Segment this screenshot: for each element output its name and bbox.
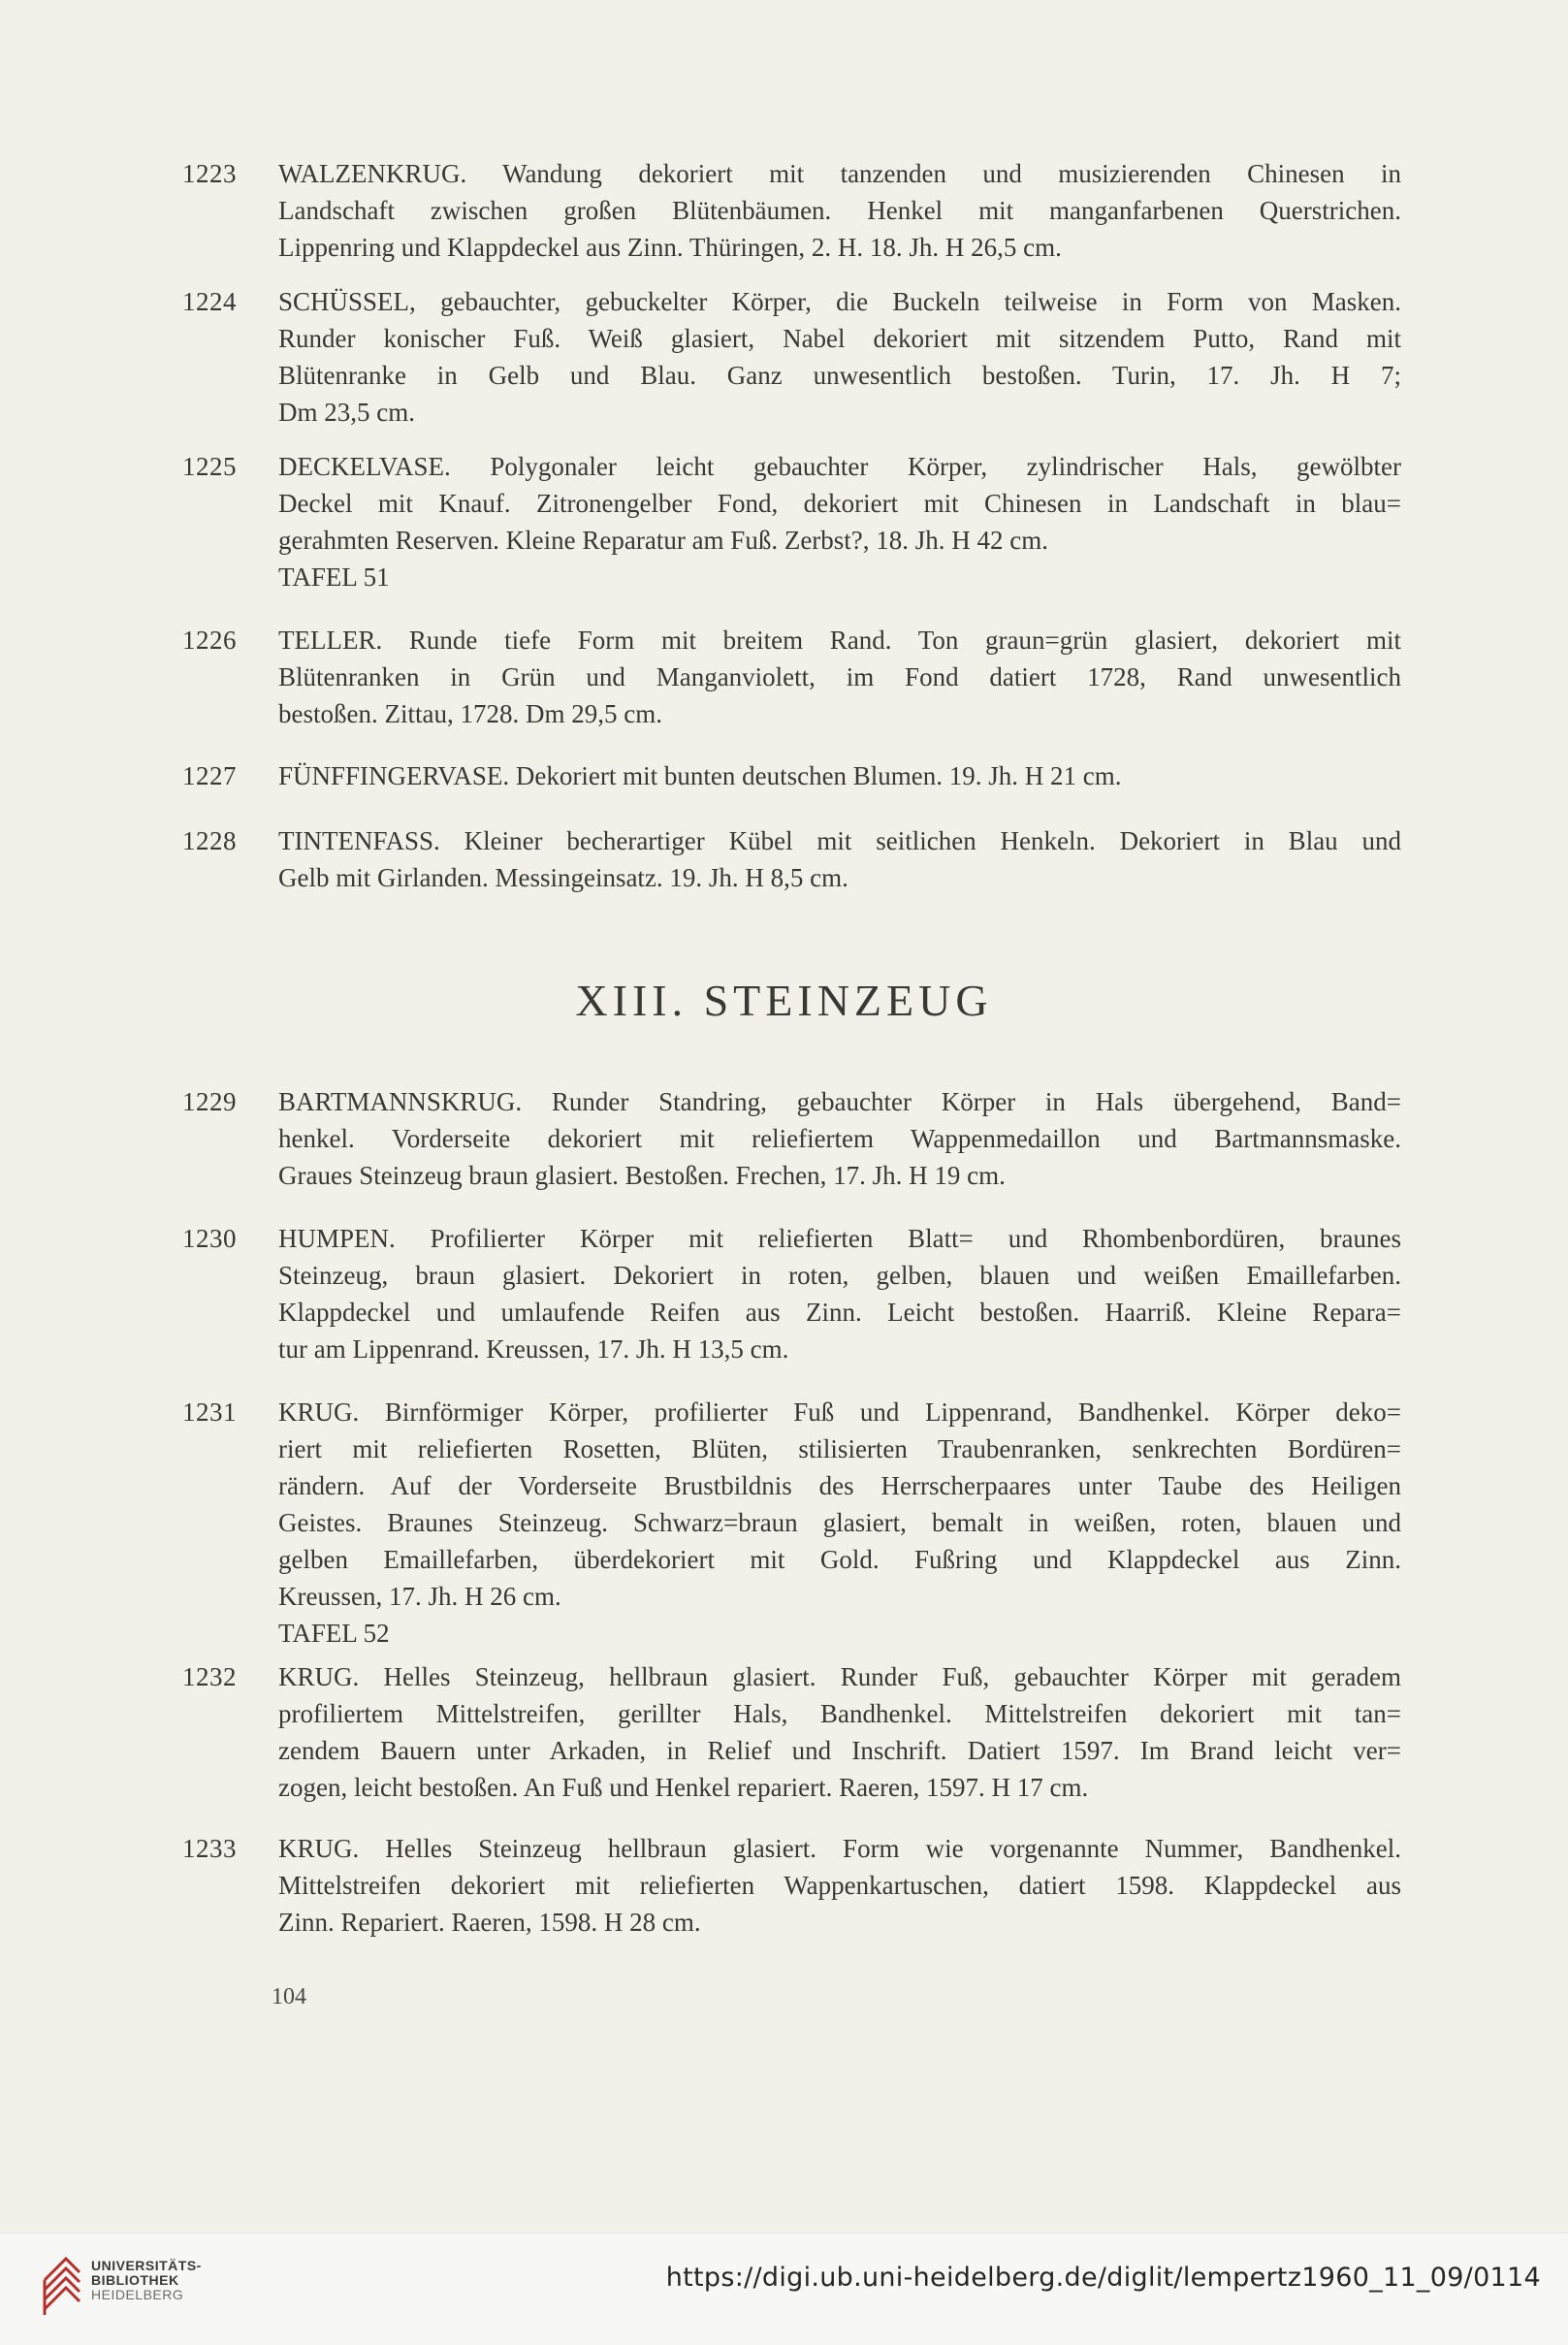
entry-number: 1225: [182, 452, 237, 481]
entry-line: zendem Bauern unter Arkaden, in Relief und Inschrift. Datiert 1597. Im Brand leicht ver=: [278, 1736, 1401, 1765]
entry-number: 1223: [182, 159, 237, 188]
section-heading: XIII. STEINZEUG: [575, 976, 993, 1025]
entry-line: DECKELVASE. Polygonaler leicht gebauchter Körper, zylindrischer Hals, gewölbter: [278, 452, 1401, 481]
entry-line: TELLER. Runde tiefe Form mit breitem Rand. Ton graun=grün glasiert, dekoriert mit: [278, 626, 1401, 655]
entry-line: Gelb mit Girlanden. Messingeinsatz. 19. Jh. H 8,5 cm.: [278, 863, 848, 892]
entry-line: zogen, leicht bestoßen. An Fuß und Henkel repariert. Raeren, 1597. H 17 cm.: [278, 1773, 1089, 1802]
entry-number: 1233: [182, 1834, 237, 1863]
entry-line: Blütenranken in Grün und Manganviolett, im Fond datiert 1728, Rand unwesentlich: [278, 662, 1401, 691]
entry-line: Dm 23,5 cm.: [278, 398, 415, 427]
entry-number: 1224: [182, 287, 237, 316]
entry-description: [278, 1083, 1401, 1194]
entry-number: 1227: [182, 761, 237, 790]
entry-line: riert mit reliefierten Rosetten, Blüten, stilisierten Traubenranken, senkrechten Bordüren=: [278, 1434, 1401, 1463]
logo-line: HEIDELBERG: [91, 2287, 184, 2302]
entry-description: [278, 448, 1401, 595]
entry-line: profiliertem Mittelstreifen, gerillter Hals, Bandhenkel. Mittelstreifen dekoriert mit tan=: [278, 1699, 1401, 1728]
page-number: 104: [272, 1984, 306, 2009]
entry-line: Kreussen, 17. Jh. H 26 cm.: [278, 1582, 561, 1611]
library-logo-icon: [37, 2251, 87, 2321]
plate-reference: TAFEL 52: [278, 1619, 390, 1648]
entry-line: bestoßen. Zittau, 1728. Dm 29,5 cm.: [278, 699, 662, 728]
entry-line: Blütenranke in Gelb und Blau. Ganz unwesentlich bestoßen. Turin, 17. Jh. H 7;: [278, 361, 1401, 390]
entry-line: Runder konischer Fuß. Weiß glasiert, Nabel dekoriert mit sitzendem Putto, Rand mit: [278, 324, 1401, 353]
plate-reference: TAFEL 51: [278, 562, 390, 592]
entry-line: Mittelstreifen dekoriert mit reliefierten Wappenkartuschen, datiert 1598. Klappdeckel aus: [278, 1871, 1401, 1900]
logo-line: UNIVERSITÄTS-: [91, 2258, 202, 2273]
entry-line: Zinn. Repariert. Raeren, 1598. H 28 cm.: [278, 1908, 701, 1937]
entry-description: [278, 1658, 1401, 1806]
entry-line: Geistes. Braunes Steinzeug. Schwarz=braun glasiert, bemalt in weißen, roten, blauen und: [278, 1508, 1401, 1537]
entry-description: [278, 155, 1401, 266]
entry-number: 1232: [182, 1662, 237, 1691]
entry-line: Steinzeug, braun glasiert. Dekoriert in roten, gelben, blauen und weißen Emaillefarben.: [278, 1261, 1401, 1290]
entry-line: Klappdeckel und umlaufende Reifen aus Zinn. Leicht bestoßen. Haarriß. Kleine Repara=: [278, 1298, 1401, 1327]
entry-line: Lippenring und Klappdeckel aus Zinn. Thüringen, 2. H. 18. Jh. H 26,5 cm.: [278, 233, 1062, 262]
entry-line: HUMPEN. Profilierter Körper mit reliefierten Blatt= und Rhombenbordüren, braunes: [278, 1224, 1401, 1253]
entry-line: SCHÜSSEL, gebauchter, gebuckelter Körper, die Buckeln teilweise in Form von Masken.: [278, 287, 1401, 316]
footer-bar: [0, 2233, 1568, 2345]
entry-number: 1229: [182, 1087, 237, 1116]
entry-description: [278, 822, 1401, 896]
entry-line: gerahmten Reserven. Kleine Reparatur am Fuß. Zerbst?, 18. Jh. H 42 cm.: [278, 526, 1049, 555]
entry-line: KRUG. Helles Steinzeug hellbraun glasiert. Form wie vorgenannte Nummer, Bandhenkel.: [278, 1834, 1401, 1863]
entry-line: WALZENKRUG. Wandung dekoriert mit tanzenden und musizierenden Chinesen in: [278, 159, 1401, 188]
entry-line: Graues Steinzeug braun glasiert. Bestoßen. Frechen, 17. Jh. H 19 cm.: [278, 1161, 1006, 1190]
permalink-url[interactable]: https://digi.ub.uni-heidelberg.de/diglit/lempertz1960_11_09/0114: [665, 2263, 1541, 2293]
entry-line: henkel. Vorderseite dekoriert mit reliefiertem Wappenmedaillon und Bartmannsmaske.: [278, 1124, 1401, 1153]
entry-number: 1226: [182, 626, 237, 655]
entry-description: [278, 1394, 1401, 1652]
entry-description: [278, 1830, 1401, 1941]
entry-description: [278, 283, 1401, 431]
entry-line: BARTMANNSKRUG. Runder Standring, gebauchter Körper in Hals übergehend, Band=: [278, 1087, 1401, 1116]
entry-line: tur am Lippenrand. Kreussen, 17. Jh. H 13,5 cm.: [278, 1334, 789, 1364]
entry-line: rändern. Auf der Vorderseite Brustbildnis des Herrscherpaares unter Taube des Heiligen: [278, 1471, 1401, 1500]
entry-number: 1231: [182, 1397, 237, 1427]
entry-line: TINTENFASS. Kleiner becherartiger Kübel mit seitlichen Henkeln. Dekoriert in Blau und: [278, 826, 1401, 855]
entry-line: KRUG. Helles Steinzeug, hellbraun glasiert. Runder Fuß, gebauchter Körper mit geradem: [278, 1662, 1401, 1691]
entry-description: [278, 1220, 1401, 1367]
entry-number: 1228: [182, 826, 237, 855]
entry-description: [278, 622, 1401, 732]
entry-line: KRUG. Birnförmiger Körper, profilierter Fuß und Lippenrand, Bandhenkel. Körper deko=: [278, 1397, 1401, 1427]
entry-line: FÜNFFINGERVASE. Dekoriert mit bunten deutschen Blumen. 19. Jh. H 21 cm.: [278, 761, 1122, 790]
entry-line: gelben Emaillefarben, überdekoriert mit Gold. Fußring und Klappdeckel aus Zinn.: [278, 1545, 1401, 1574]
library-logo-text: [91, 2259, 202, 2302]
entry-line: Deckel mit Knauf. Zitronengelber Fond, dekoriert mit Chinesen in Landschaft in blau=: [278, 489, 1401, 518]
entry-line: Landschaft zwischen großen Blütenbäumen. Henkel mit manganfarbenen Querstrichen.: [278, 196, 1401, 225]
entry-number: 1230: [182, 1224, 237, 1253]
entry-description: [278, 757, 1401, 794]
logo-line: BIBLIOTHEK: [91, 2272, 179, 2288]
